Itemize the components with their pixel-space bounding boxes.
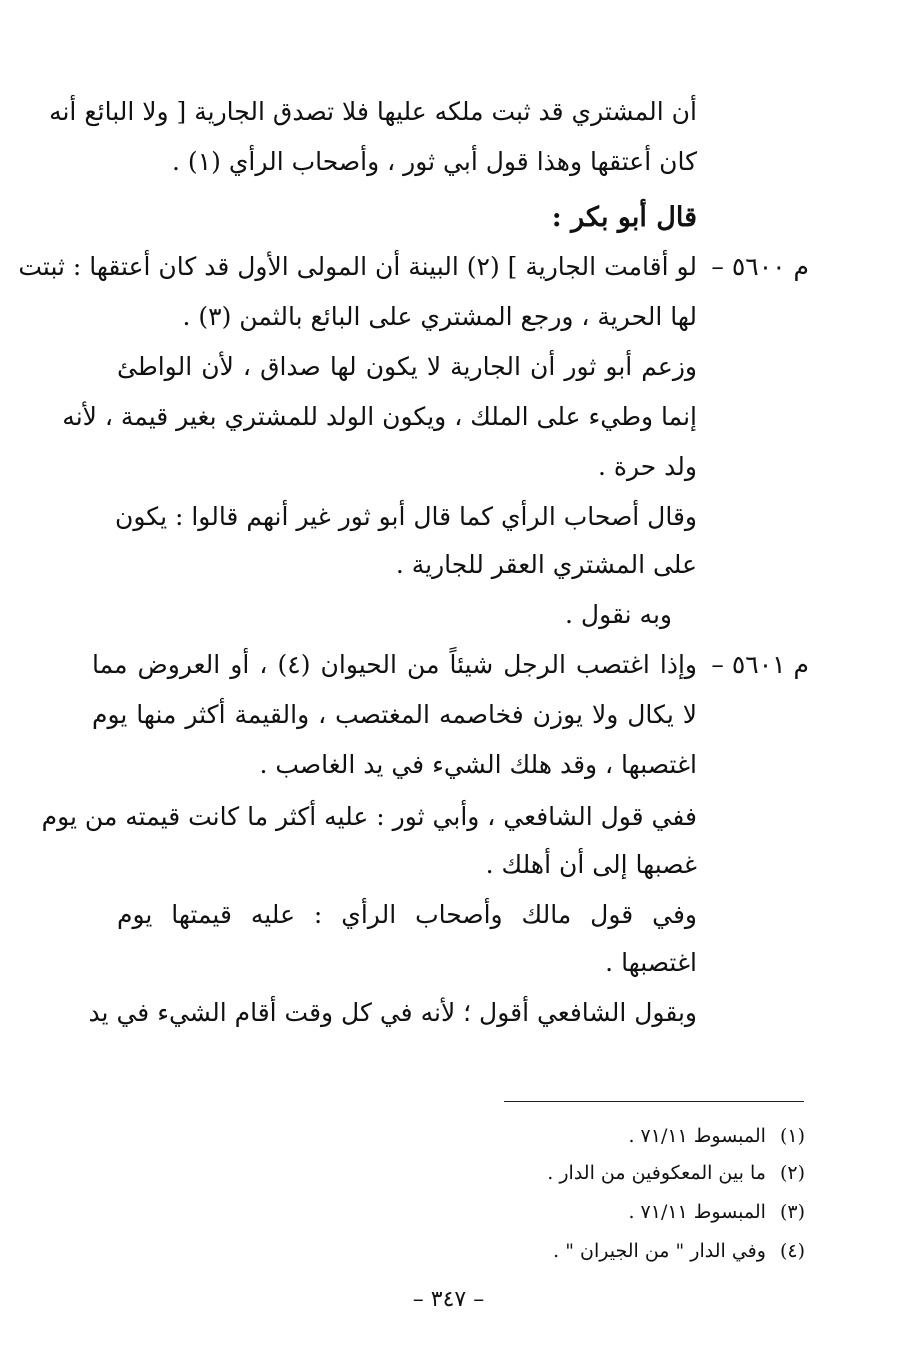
text-line: اغتصبها . bbox=[605, 948, 697, 977]
footnote bbox=[553, 1238, 805, 1264]
footnote bbox=[547, 1160, 805, 1186]
footnote-text: ما بين المعكوفين من الدار . bbox=[547, 1162, 766, 1184]
text-line: اغتصبها ، وقد هلك الشيء في يد الغاصب . bbox=[259, 750, 697, 779]
text-line: ففي قول الشافعي ، وأبي ثور : عليه أكثر ما كانت قيمته من يوم bbox=[41, 802, 697, 831]
section-heading: قال أبو بكر : bbox=[551, 202, 697, 233]
text-line: أن المشتري قد ثبت ملكه عليها فلا تصدق الجارية [ ولا البائع أنه bbox=[49, 97, 697, 126]
paragraph-number: م ٥٦٠٠ – bbox=[711, 252, 809, 281]
text-line: كان أعتقها وهذا قول أبي ثور ، وأصحاب الرأي (١) . bbox=[172, 147, 697, 176]
footnote-mark: (٢) bbox=[779, 1162, 805, 1184]
page-number: – ٣٤٧ – bbox=[412, 1287, 485, 1312]
text-line: وبقول الشافعي أقول ؛ لأنه في كل وقت أقام الشيء في يد bbox=[88, 998, 697, 1027]
footnote-text: المبسوط ٧١/١١ . bbox=[628, 1125, 766, 1147]
text-line: ولد حرة . bbox=[598, 452, 697, 481]
text-line: وقال أصحاب الرأي كما قال أبو ثور غير أنهم قالوا : يكون bbox=[114, 502, 697, 531]
footnote-text: وفي الدار " من الجيران " . bbox=[553, 1240, 766, 1262]
footnote-mark: (١) bbox=[779, 1125, 805, 1147]
footnote-mark: (٣) bbox=[779, 1201, 805, 1223]
text-line: لها الحرية ، ورجع المشتري على البائع بالثمن (٣) . bbox=[182, 302, 697, 331]
text-line: لو أقامت الجارية ] (٢) البينة أن المولى الأول قد كان أعتقها : ثبتت bbox=[18, 252, 697, 281]
text-line: إنما وطيء على الملك ، ويكون الولد للمشتري بغير قيمة ، لأنه bbox=[62, 402, 697, 431]
text-line: على المشتري العقر للجارية . bbox=[395, 550, 697, 579]
text-line: غصبها إلى أن أهلك . bbox=[485, 850, 697, 879]
footnote-separator bbox=[504, 1101, 804, 1102]
text-line: وبه نقول . bbox=[565, 600, 672, 629]
text-line: لا يكال ولا يوزن فخاصمه المغتصب ، والقيمة أكثر منها يوم bbox=[92, 700, 697, 729]
text-line: وإذا اغتصب الرجل شيئاً من الحيوان (٤) ، أو العروض مما bbox=[92, 650, 697, 679]
text-line: وفي قول مالك وأصحاب الرأي : عليه قيمتها يوم bbox=[117, 900, 697, 929]
paragraph-number: م ٥٦٠١ – bbox=[711, 650, 809, 679]
footnote-text: المبسوط ٧١/١١ . bbox=[628, 1201, 766, 1223]
footnote-mark: (٤) bbox=[779, 1240, 805, 1262]
text-line: وزعم أبو ثور أن الجارية لا يكون لها صداق ، لأن الواطئ bbox=[117, 352, 697, 381]
footnote bbox=[628, 1199, 805, 1225]
footnote bbox=[628, 1123, 805, 1149]
